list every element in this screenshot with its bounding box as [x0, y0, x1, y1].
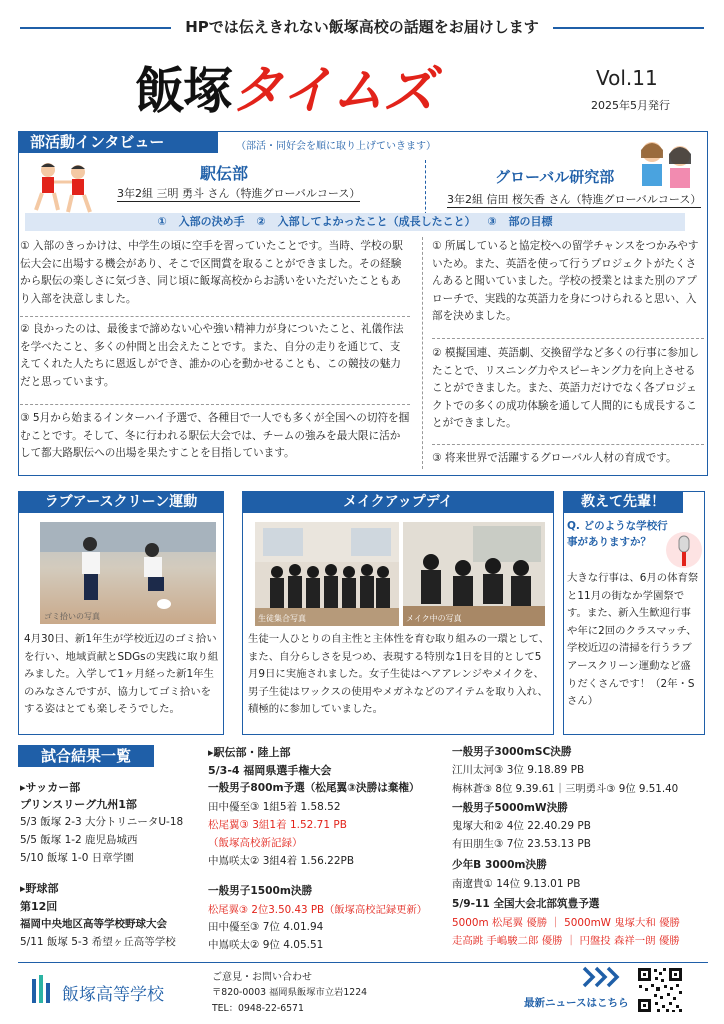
right-sep-1 [432, 338, 704, 339]
col3-ev5-row-1: 南遼貴① 14位 9.13.01 PB [452, 878, 581, 890]
track-ev1-row-3: （飯塚高校新記録） [208, 837, 303, 849]
col3-ev3: 一般男子3000mSC決勝 [452, 746, 572, 758]
track-ev2-row-1: 松尾翼③ 2位3.50.43 PB（飯塚高校記録更新） [208, 904, 428, 916]
track-ev2-row-3: 中嶌咲太② 9位 4.05.51 [208, 939, 324, 951]
col3-ev6: 5/9-11 全国大会北部筑豊予選 [452, 898, 600, 910]
soccer-title: ▸サッカー部 [20, 781, 81, 794]
left-sep-2 [20, 404, 410, 405]
track-meet: 5/3-4 福岡県選手権大会 [208, 764, 332, 777]
soccer-league: プリンスリーグ九州1部 [20, 798, 137, 811]
qr-code-icon[interactable] [636, 966, 684, 1014]
baseball-game-1: 5/11 飯塚 5-3 希望ヶ丘高等学校 [20, 936, 176, 948]
contact-tel: TEL：0948-22-6571 [212, 1003, 304, 1014]
right-answer-2: ② 模擬国連、英語劇、交換留学など多くの行事に参加したことで、リスニング力やスピーキング力を向上させることができました。また、英語力だけでなく各プロジェクトでの多くの成功体験を通して人間的にも成長することができました。 [432, 347, 700, 429]
results-heading: 試合結果一覧 [18, 745, 154, 767]
right-club-name: グローバル研究部 [495, 168, 615, 186]
track-ev1-row-1: 田中優至③ 1組5着 1.58.52 [208, 801, 341, 813]
baseball-tourney: 福岡中央地区高等学校野球大会 [20, 918, 167, 930]
senpai-question: Q. どのような学校行事がありますか？ [567, 520, 668, 548]
track-title: ▸駅伝部・陸上部 [208, 746, 291, 759]
track-ev1-row-2: 松尾翼③ 3組1着 1.52.71 PB [208, 819, 347, 831]
school-logo-icon [30, 975, 52, 1007]
track-ev1-row-4: 中嶌咲太② 3組4着 1.56.22PB [208, 855, 355, 867]
header-tagline: HPでは伝えきれない飯塚高校の話題をお届けします [0, 16, 724, 37]
interview-divider [425, 160, 426, 220]
microphone-icon [664, 528, 704, 572]
left-sep-1 [20, 316, 410, 317]
contact-address: 〒820-0003 福岡県飯塚市立岩1224 [212, 987, 368, 998]
makeup-photo-1: 生徒集合写真 [255, 522, 399, 626]
col3-ev6-row-1: 5000m 松尾翼 優勝 ｜ 5000mW 鬼塚大和 優勝 [452, 917, 680, 929]
col3-ev4: 一般男子5000mW決勝 [452, 802, 568, 814]
interview-heading: 部活動インタビュー [18, 131, 218, 153]
left-student-name: 3年2組 三明 勇斗 さん（特進グローバルコース） [117, 187, 361, 200]
col3-ev5: 少年B 3000m決勝 [452, 859, 547, 871]
header-logo: 飯塚タイムズ [135, 61, 434, 121]
col3-ev3-row-1: 江川太河③ 3位 9.18.89 PB [452, 764, 585, 776]
runner-illustration [30, 160, 98, 218]
track-ev1: 一般男子800m予選（松尾翼③決勝は棄権） [208, 782, 420, 794]
track-ev2-row-2: 田中優至③ 7位 4.01.94 [208, 921, 324, 933]
makeup-text: 生徒一人ひとりの自主性と主体性を育む取り組みの一環として、また、自分らしさを見つめ、表現する特別な1日を目的として5月9日に実施されました。女子生徒はヘアアレンジやメイクを、男子生徒はワックスの使用やメガネなどのアイテムを取り入れ、積極的に参加していました。 [248, 633, 550, 715]
issue-date: 2025年5月発行 [591, 99, 670, 112]
col3-ev4-row-2: 有田朋生③ 7位 23.53.13 PB [452, 838, 591, 850]
baseball-round: 第12回 [20, 900, 58, 913]
senpai-answer: 大きな行事は、6月の体育祭と11月の街なか学園祭です。また、新入生歓迎行事や年に2回のクラスマッチ、学校近辺の清掃を行うラブアースクリーン運動など盛りだくさんです！（2年・Sさん） [567, 572, 699, 708]
soccer-game-1: 5/3 飯塚 2-3 大分トリニータU-18 [20, 816, 184, 828]
interview-note: （部活・同好会を順に取り上げていきます） [236, 141, 436, 152]
right-student-name: 3年2組 信田 桜矢香 さん（特進グローバルコース） [447, 193, 702, 206]
volume-number: Vol.11 [596, 66, 658, 90]
school-name: 飯塚高等学校 [62, 985, 164, 1005]
soccer-game-3: 5/10 飯塚 1-0 日章学園 [20, 852, 134, 864]
news-link[interactable]: 最新ニュースはこちら [524, 997, 629, 1009]
cleanup-photo: ゴミ拾いの写真 [40, 522, 216, 624]
col3-ev6-row-2: 走高跳 手嶋駿二郎 優勝 ｜ 円盤投 森祥一朗 優勝 [452, 935, 680, 947]
makeup-photo-2: メイク中の写真 [403, 522, 545, 626]
col3-ev3-row-2: 梅林蒼③ 8位 9.39.61｜三明勇斗③ 9位 9.51.40 [452, 783, 679, 795]
makeup-heading: メイクアップデイ [242, 491, 554, 513]
chevron-right-icon[interactable] [582, 966, 624, 988]
contact-title: ご意見・お問い合わせ [212, 972, 312, 983]
left-answer-2: ② 良かったのは、最後まで諦めない心や強い精神力が身についたこと、礼儀作法を学べたこと、多くの仲間と出会えたことです。また、自分の走りを通じて、支えてくれた人たちに恩返しができ、誰かの心を動かせることも、この競技の魅力だと思っています。 [20, 323, 404, 388]
senpai-heading: 教えて先輩！ [563, 491, 683, 513]
love-earth-heading: ラブアースクリーン運動 [18, 491, 224, 513]
left-answer-1: ① 入部のきっかけは、中学生の頃に空手を習っていたことです。当時、学校の駅伝大会に出場する機会があり、そこで区間賞を取ることができました。その経験から駅伝の楽しさに気づき、同じ頃に飯塚高校からお誘いをいただいたこともあり入部を決意しました。 [20, 240, 403, 305]
right-answer-3: ③ 将来世界で活躍するグローバル人材の育成です。 [432, 452, 677, 464]
left-club-name: 駅伝部 [200, 164, 249, 183]
soccer-game-2: 5/5 飯塚 1-2 鹿児島城西 [20, 834, 138, 846]
footer-line [18, 962, 708, 963]
col3-ev4-row-1: 鬼塚大和② 4位 22.40.29 PB [452, 820, 591, 832]
answers-divider [422, 237, 423, 469]
questions-bar: ① 入部の決め手 ② 入部してよかったこと（成長したこと） ③ 部の目標 [25, 213, 685, 231]
right-sep-2 [432, 444, 704, 445]
love-earth-text: 4月30日、新1年生が学校近辺のゴミ拾いを行い、地域貢献とSDGsの実践に取り組みました。入学して1ヶ月経った新1年生のみなさんですが、協力してゴミ拾いをする姿はとても楽しそうでした。 [24, 633, 219, 715]
students-illustration [636, 134, 698, 190]
left-answer-3: ③ 5月から始まるインターハイ予選で、各種目で一人でも多くが全国への切符を掴むことです。そして、冬に行われる駅伝大会では、チームの強みを最大限に活かして都大路駅伝への出場を果たすことを目指しています。 [20, 412, 410, 459]
baseball-title: ▸野球部 [20, 882, 59, 895]
right-answer-1: ① 所属していると協定校への留学チャンスをつかみやすいため。また、英語を使って行うプロジェクトがたくさんあると聞いていました。学校の授業とはまた別のアプローチで、実践的な英語力を身につけられると思い、入部を決めました。 [432, 240, 699, 322]
track-ev2: 一般男子1500m決勝 [208, 885, 313, 897]
